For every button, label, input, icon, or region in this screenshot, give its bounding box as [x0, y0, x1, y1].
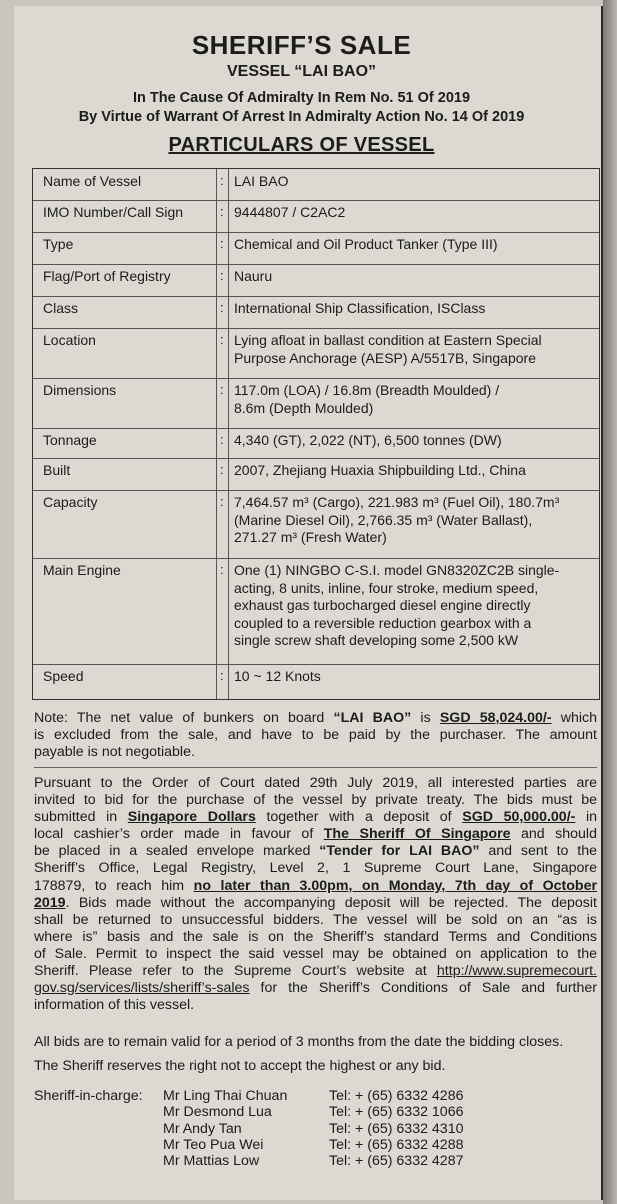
court-order-paragraph: Pursuant to the Order of Court dated 29th July 2019, all interested parties are invited to bid for the purchase of the vessel by private treaty. The bids must be submitted in Singapore Dollars together with a deposit of SGD 50,000.00/- in local cashier’s order made in favour of The Sheriff Of Singapore and should be placed in a sealed envelope marked “Tender for LAI BAO” and sent to the Sheriff’s Office, Legal Registry, Level 2, 1 Supreme Court Lane, Singapore 178879, to reach him no later than 3.00pm, on Monday, 7th day of October 2019. Bids made without the accompanying deposit will be rejected. The deposit shall be returned to unsuccessful bidders. The vessel will be sold on an “as is where is” basis and the sale is on the Sheriff’s standard Terms and Conditions of Sale. Permit to inspect the said vessel may be obtained on application to the Sheriff. Please refer to the Supreme Court’s website at http://www.supremecourt. gov.sg/services/lists/sheriff’s-sales for the Sheriff’s Conditions of Sale and further information of this vessel.: [34, 775, 598, 1014]
contact-row: [34, 1104, 554, 1120]
vessel-heading: VESSEL “LAI BAO”: [226, 63, 377, 80]
colon: :: [220, 173, 224, 188]
contact-phone: Tel: + (65) 6332 4310: [329, 1120, 464, 1137]
table-row: [33, 378, 599, 429]
row-value: 4,340 (GT), 2,022 (NT), 6,500 tonnes (DW): [234, 432, 502, 448]
contact-row: [34, 1137, 554, 1153]
contact-phone: Tel: + (65) 6332 4286: [329, 1088, 464, 1104]
table-row: [33, 558, 599, 665]
row-label: Tonnage: [43, 432, 97, 448]
warrant-line: By Virtue of Warrant Of Arrest In Admiralty Action No. 14 Of 2019: [78, 109, 525, 125]
colon: :: [220, 494, 224, 509]
sheriff-sales-link[interactable]: gov.sg/services/lists/sheriff’s-sales: [34, 980, 250, 997]
contact-name: Mr Ling Thai Chuan: [163, 1088, 288, 1104]
notice-title: SHERIFF’S SALE: [191, 30, 412, 60]
table-row: [33, 264, 599, 297]
row-value: 9444807 / C2AC2: [234, 204, 346, 220]
row-value: 117.0m (LOA) / 16.8m (Breadth Moulded) / 8.6m (Depth Moulded): [234, 382, 500, 416]
section-title: PARTICULARS OF VESSEL: [168, 134, 435, 156]
row-value: International Ship Classification, ISClass: [234, 300, 486, 316]
colon: :: [220, 300, 224, 315]
row-value: 10 ~ 12 Knots: [234, 668, 321, 684]
row-value: Lying afloat in ballast condition at Eastern Special Purpose Anchorage (AESP) A/5517B, Singapore: [234, 332, 542, 366]
colon: :: [220, 204, 224, 219]
row-label: Location: [43, 332, 96, 348]
colon: :: [220, 236, 224, 251]
contact-phone: Tel: + (65) 6332 1066: [329, 1104, 464, 1121]
cause-line: In The Cause Of Admiralty In Rem No. 51 Of 2019: [132, 90, 471, 106]
table-row: [33, 428, 599, 459]
colon: :: [220, 382, 224, 397]
colon: :: [220, 462, 224, 477]
contact-name: Mr Mattias Low: [163, 1153, 260, 1170]
colon: :: [220, 432, 224, 447]
contact-name: Mr Desmond Lua: [163, 1104, 272, 1121]
row-value: Chemical and Oil Product Tanker (Type III): [234, 236, 498, 252]
contact-phone: Tel: + (65) 6332 4288: [329, 1136, 464, 1153]
row-label: Built: [43, 462, 71, 478]
contact-phone: Tel: + (65) 6332 4287: [329, 1153, 464, 1170]
table-row: [33, 296, 599, 329]
table-row: [33, 664, 599, 699]
table-row: [33, 490, 599, 559]
contact-row: [34, 1088, 554, 1104]
divider: [34, 767, 597, 768]
validity-text: All bids are to remain valid for a period of 3 months from the date the bidding closes.: [34, 1034, 564, 1050]
table-row: [33, 169, 599, 201]
row-label: Dimensions: [43, 382, 117, 398]
contact-name: Mr Andy Tan: [163, 1120, 242, 1137]
table-row: [33, 232, 599, 265]
table-row: [33, 328, 599, 379]
table-row: [33, 458, 599, 491]
row-value: 2007, Zhejiang Huaxia Shipbuilding Ltd., China: [234, 462, 526, 478]
row-label: Type: [43, 236, 74, 252]
contact-row: [34, 1153, 554, 1169]
contact-name: Mr Teo Pua Wei: [163, 1136, 264, 1153]
row-label: Name of Vessel: [43, 173, 142, 189]
contact-row: [34, 1121, 554, 1137]
page-edge: [603, 0, 617, 1204]
supreme-court-link[interactable]: http://www.supremecourt.: [436, 963, 597, 980]
colon: :: [220, 562, 224, 577]
table-row: [33, 200, 599, 233]
reserve-text: The Sheriff reserves the right not to accept the highest or any bid.: [34, 1058, 446, 1074]
row-value: Nauru: [234, 268, 273, 284]
row-label: Class: [43, 300, 79, 316]
colon: :: [220, 268, 224, 283]
colon: :: [220, 668, 224, 683]
bunker-note: Note: The net value of bunkers on board “LAI BAO” is SGD 58,024.00/- which is excluded from the sale, and have to be paid by the purchaser. The amount payable is not negotiable.: [34, 710, 597, 761]
row-label: Main Engine: [43, 562, 121, 578]
row-value: 7,464.57 m³ (Cargo), 221.983 m³ (Fuel Oil), 180.7m³ (Marine Diesel Oil), 2,766.35 m³ (Water Ballast), 271.27 m³ (Fresh Water): [234, 494, 560, 545]
contacts-title: Sheriff-in-charge:: [34, 1088, 143, 1104]
sheriff-contacts: [34, 1088, 554, 1169]
row-label: Flag/Port of Registry: [43, 268, 171, 284]
colon: :: [220, 332, 224, 347]
row-label: Capacity: [43, 494, 98, 510]
row-value: One (1) NINGBO C-S.I. model GN8320ZC2B single- acting, 8 units, inline, four stroke, medium speed, exhaust gas turbocharged diesel engine directly coupled to a reversible reduction gearbox with a single screw shaft developing some 2,500 kW: [234, 562, 560, 648]
row-label: IMO Number/Call Sign: [43, 204, 184, 220]
row-value: LAI BAO: [234, 173, 289, 189]
row-label: Speed: [43, 668, 84, 684]
particulars-table: [32, 168, 600, 700]
